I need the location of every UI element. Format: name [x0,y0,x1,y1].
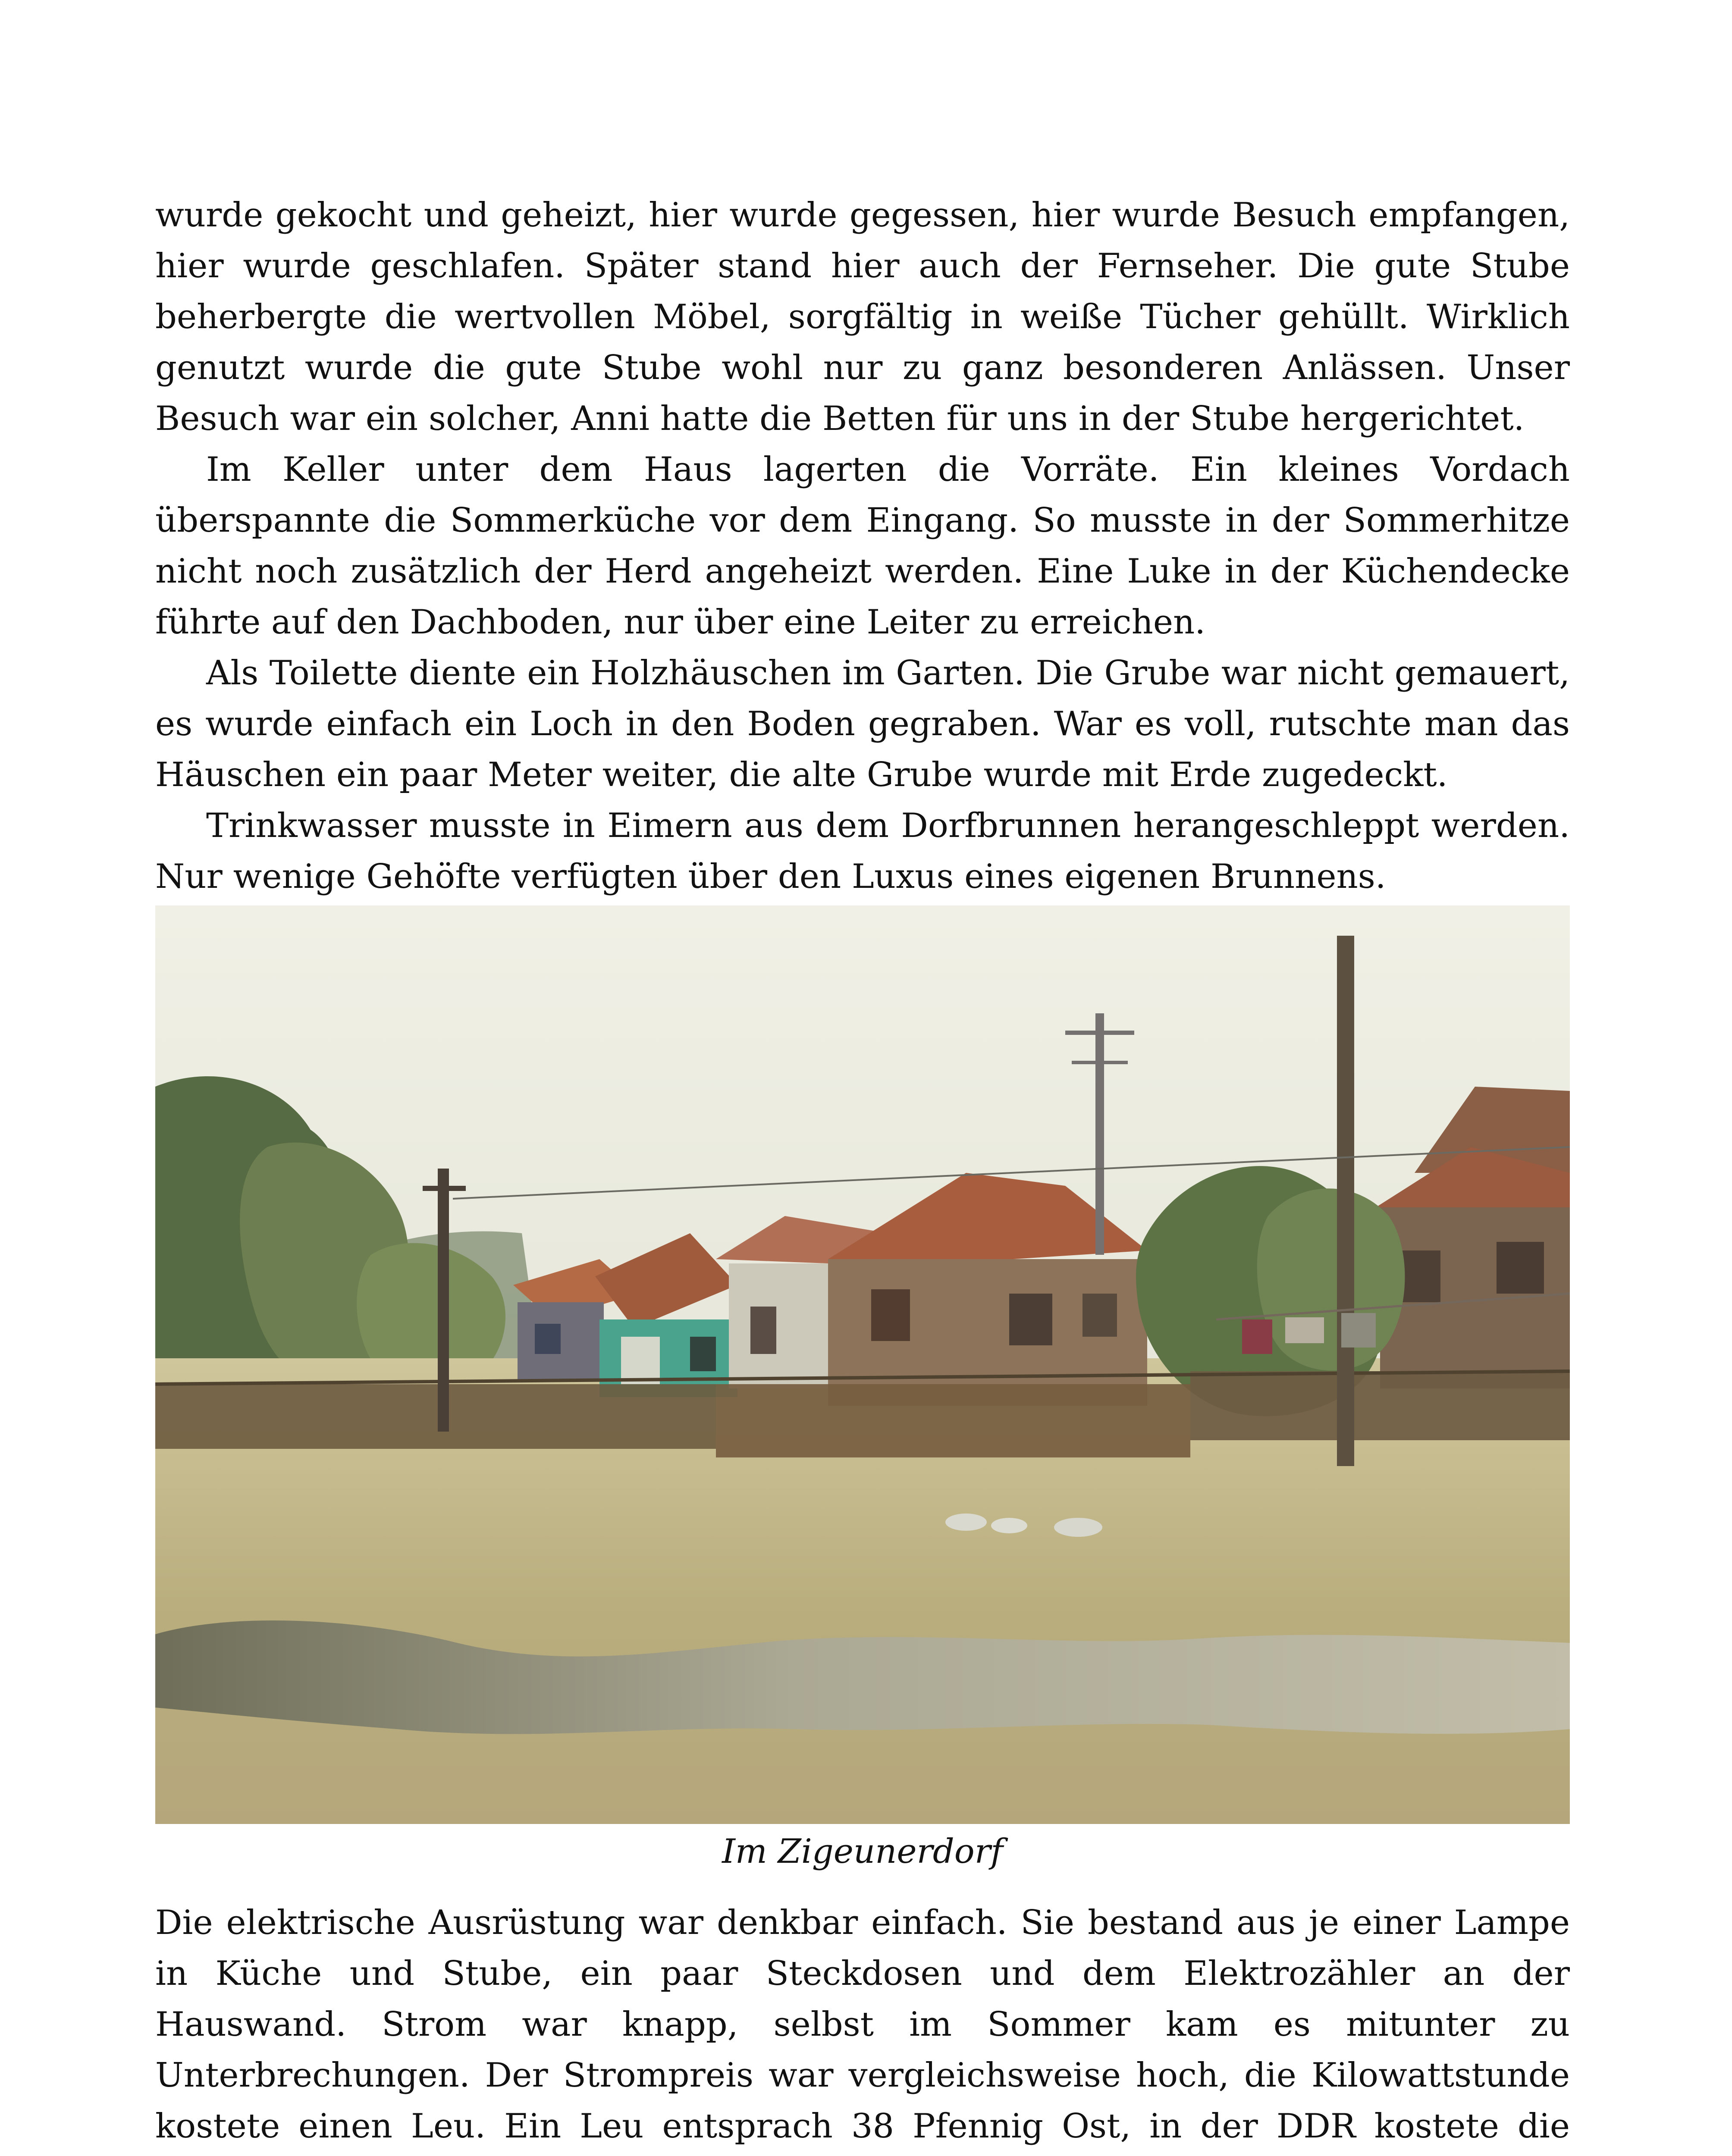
paragraph-3: Als Toilette diente ein Holzhäuschen im Garten. Die Grube war nicht gemauert, es wurde einfach ein Loch in den Boden gegraben. War es voll, rutschte man das Häuschen ein paar Meter weiter, die alte Grube wurde mit Erde zugedeckt. [155,654,1570,794]
paragraph-2: Im Keller unter dem Haus lagerten die Vorräte. Ein kleines Vordach überspannte die Sommerküche vor dem Eingang. So musste in der Sommerhitze nicht noch zusätzlich der Herd angeheizt werden. Eine Luke in der Küchendecke führte auf den Dachboden, nur über eine Leiter zu erreichen. [155,450,1570,642]
village-photo-drawing [155,906,1570,1824]
photo-caption: Im Zigeunerdorf [722,1832,1003,1871]
top-text-block [155,190,1570,902]
bottom-text-block [155,1897,1570,2156]
village-photo [155,906,1570,1824]
paragraph-5: Die elektrische Ausrüstung war denkbar einfach. Sie bestand aus je einer Lampe in Küche und Stube, ein paar Steckdosen und dem Elektrozähler an der Hauswand. Strom war knapp, selbst im Sommer kam es mitunter zu Unterbrechungen. Der Strompreis war vergleichsweise hoch, die Kilowattstunde kostete einen Leu. Ein Leu entsprach 38 Pfennig Ost, in der DDR kostete die [155,1903,1570,2146]
paragraph-1: wurde gekocht und geheizt, hier wurde gegessen, hier wurde Besuch empfangen, hier wurde geschlafen. Später stand hier auch der Fernseher. Die gute Stube beherbergte die wertvollen Möbel, sorgfältig in weiße Tücher gehüllt. Wirklich genutzt wurde die gute Stube wohl nur zu ganz besonderen Anlässen. Unser Besuch war ein solcher, Anni hatte die Betten für uns in der Stube hergerichtet. [155,196,1570,438]
paragraph-4: Trinkwasser musste in Eimern aus dem Dorfbrunnen herangeschleppt werden. Nur wenige Gehöfte verfügten über den Luxus eines eigenen Brunnens. [155,806,1570,896]
puddle [155,1620,1570,1734]
